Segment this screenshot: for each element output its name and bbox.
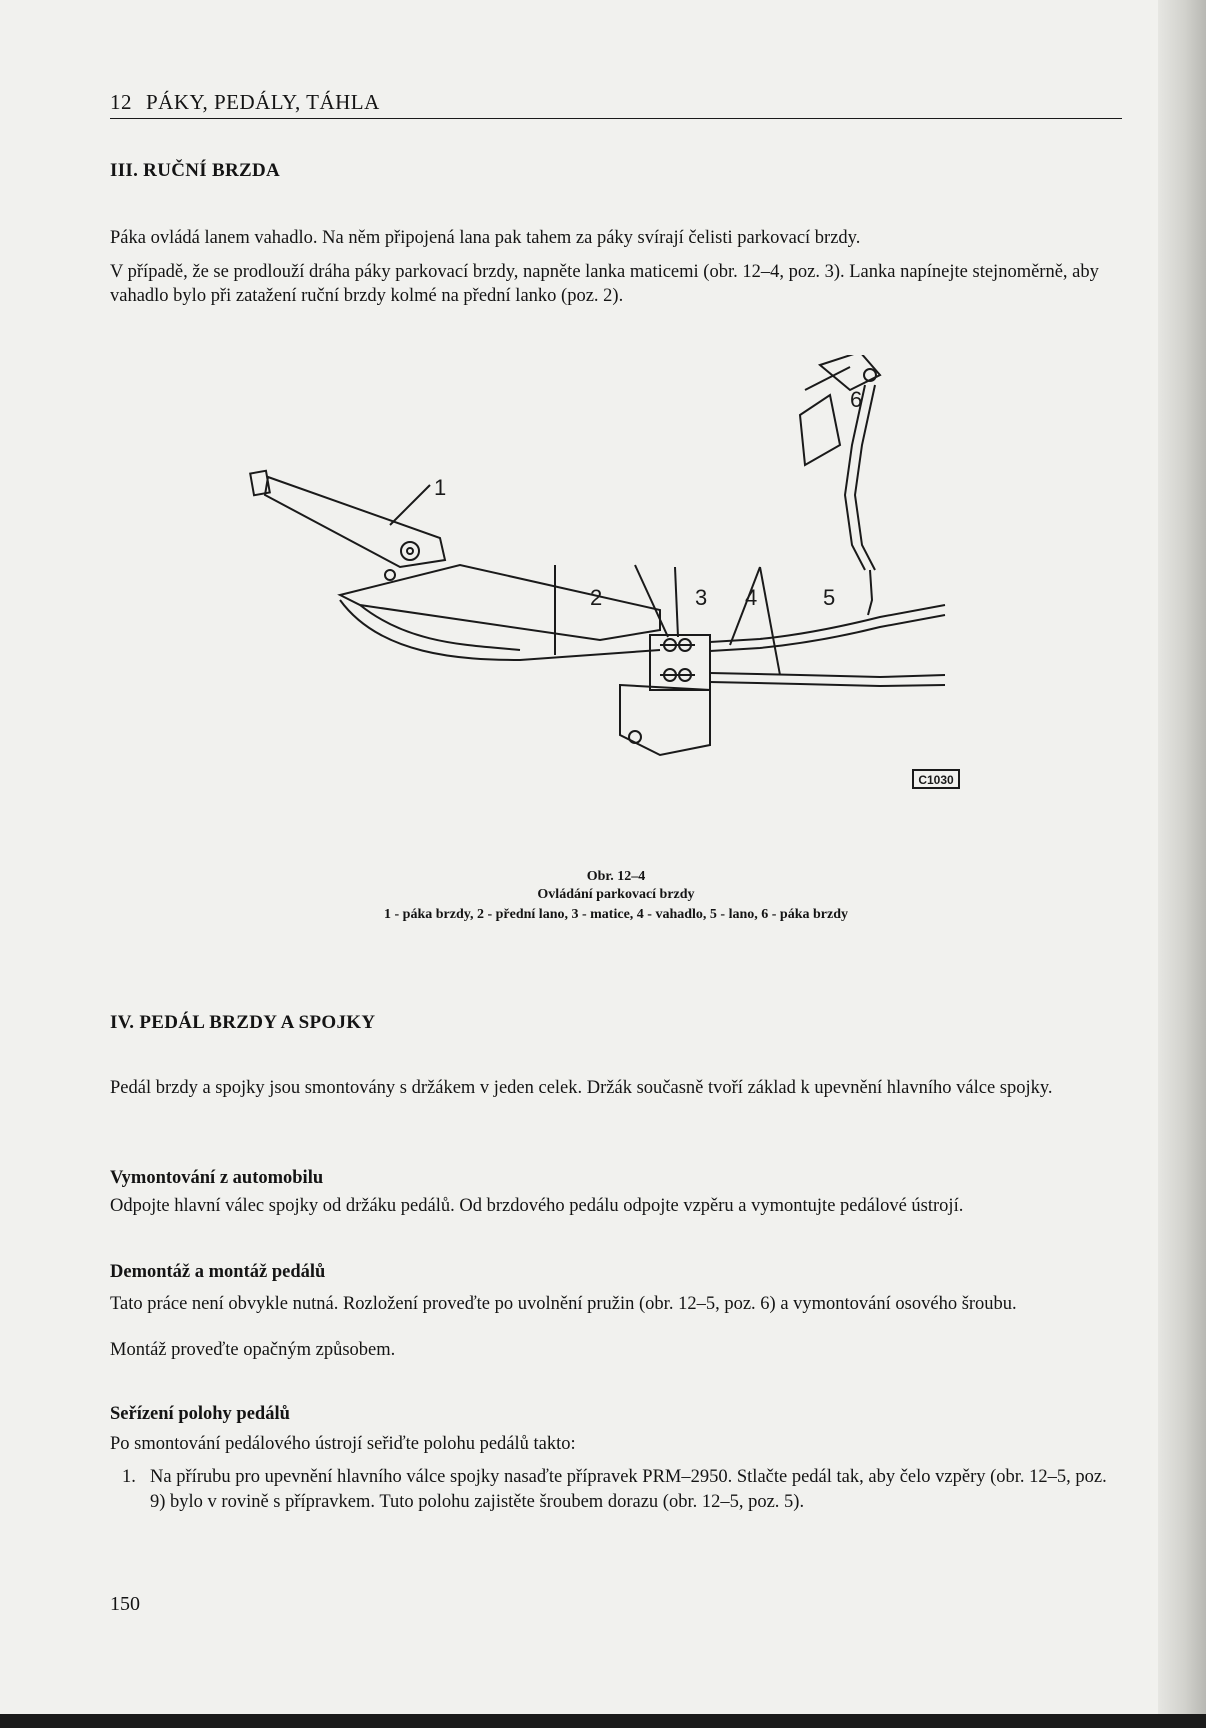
list-item (110, 1465, 1122, 1515)
figure-code: C1030 (918, 773, 954, 787)
section-title-rucni-brzda: III. RUČNÍ BRZDA (110, 160, 281, 181)
header-chapter-number: 12 (110, 90, 132, 114)
paragraph: Po smontování pedálového ústrojí seřiďte polohu pedálů takto: (110, 1434, 576, 1454)
diagram-label-2: 2 (590, 585, 603, 610)
paragraph: V případě, že se prodlouží dráha páky parkovací brzdy, napněte lanka maticemi (obr. 12–4, poz. 3). Lanka napínejte stejnoměrně, aby vahadlo bylo při zatažení ruční brzdy kolmé na přední lanko (poz. 2). (110, 262, 1099, 306)
subsection-title: Vymontování z automobilu (110, 1168, 324, 1188)
page-number: 150 (110, 1593, 140, 1615)
header-title: PÁKY, PEDÁLY, TÁHLA (146, 90, 380, 114)
running-header (110, 90, 1122, 119)
section-title-pedal-brzdy: IV. PEDÁL BRZDY A SPOJKY (110, 1012, 376, 1033)
subsection-title: Seřízení polohy pedálů (110, 1404, 290, 1424)
figure-parking-brake (240, 355, 970, 795)
paragraph: Tato práce není obvykle nutná. Rozložení proveďte po uvolnění pružin (obr. 12–5, poz. 6) a vymontování osového šroubu. (110, 1294, 1017, 1314)
figure-caption-number: Obr. 12–4 (586, 869, 646, 884)
paragraph: Odpojte hlavní válec spojky od držáku pedálů. Od brzdového pedálu odpojte vzpěru a vymontujte pedálové ústrojí. (110, 1196, 964, 1216)
diagram-label-4: 4 (745, 585, 758, 610)
paragraph: Pedál brzdy a spojky jsou smontovány s držákem v jeden celek. Držák současně tvoří základ k upevnění hlavního válce spojky. (110, 1078, 1053, 1098)
diagram-label-6: 6 (850, 387, 863, 412)
numbered-list (110, 1465, 1122, 1515)
parking-brake-diagram (240, 355, 970, 795)
paragraph: Páka ovládá lanem vahadlo. Na něm připojená lana pak tahem za páky svírají čelisti parkovací brzdy. (110, 228, 861, 248)
diagram-label-5: 5 (823, 585, 836, 610)
list-item-text: Na přírubu pro upevnění hlavního válce spojky nasaďte přípravek PRM–2950. Stlačte pedál tak, aby čelo vzpěry (obr. 12–5, poz. 9) bylo v rovině s přípravkem. Tuto polohu zajistěte šroubem dorazu (obr. 12–5, poz. 5). (150, 1467, 1107, 1512)
diagram-label-1: 1 (434, 475, 447, 500)
subsection-title: Demontáž a montáž pedálů (110, 1262, 326, 1282)
diagram-label-3: 3 (695, 585, 708, 610)
list-item-number: 1. (122, 1467, 136, 1487)
page-edge-shadow (1158, 0, 1206, 1728)
figure-caption-legend: 1 - páka brzdy, 2 - přední lano, 3 - matice, 4 - vahadlo, 5 - lano, 6 - páka brzdy (384, 907, 848, 922)
scan-bottom-border (0, 1714, 1206, 1728)
paragraph: Montáž proveďte opačným způsobem. (110, 1340, 396, 1360)
figure-caption-title: Ovládání parkovací brzdy (537, 887, 695, 902)
